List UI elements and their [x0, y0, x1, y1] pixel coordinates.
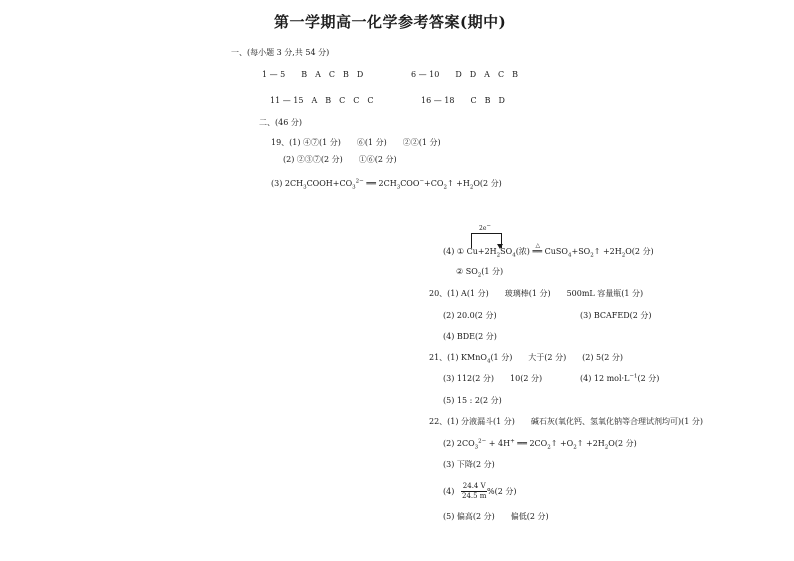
q19-line5: ② $SO_2(1$ 分): [456, 267, 504, 279]
answers-11-15: 11 — 15 A B C C C: [270, 96, 374, 105]
q21-line2-left: (3) 112(2 分) 10(2 分): [443, 374, 543, 383]
q22-line3: (3) 下降(2 分): [443, 460, 495, 469]
q22-line2: (2) $2CO_3^{2-} + 4H^+$ ══ $2CO_2↑$ $+O_2↑ +2H_2O(2$ 分): [443, 438, 637, 451]
electron-transfer-label: 2e−: [479, 223, 491, 232]
q22-line5: (5) 偏高(2 分) 偏低(2 分): [443, 512, 549, 521]
q22-line4-suffix: %(2 分): [487, 487, 517, 496]
q21-line1: 21、(1) KMnO$_4$(1 分) 大于(2 分) (2) 5(2 分): [429, 353, 624, 365]
q19-line2: (2) ②③⑦(2 分) ①⑥(2 分): [283, 155, 397, 164]
q21-line2-right: (4) 12 $mol\cdot L^{-1}(2$ 分): [580, 373, 660, 383]
q20-line3: (4) BDE(2 分): [443, 332, 497, 341]
q22-line4-prefix: (4): [443, 487, 455, 496]
q20-line2-right: (3) BCAFED(2 分): [580, 311, 652, 320]
heat-symbol: △: [535, 242, 541, 249]
fraction-denominator: 24.5 m: [462, 492, 487, 500]
q20-line1: 20、(1) A(1 分) 玻璃棒(1 分) 500mL 容量瓶(1 分): [429, 289, 644, 298]
q19-line3: (3) $2CH_3COOH+CO_3^{2-}$ ══ $2CH_3COO^-+CO_2↑ +H_2O(2$ 分): [271, 178, 502, 191]
q21-line3: (5) 15 : 2(2 分): [443, 396, 502, 405]
answers-16-18: 16 — 18 C B D: [421, 96, 505, 105]
fraction-numerator: 24.4 V: [462, 482, 486, 490]
answers-6-10: 6 — 10 D D A C B: [411, 70, 518, 79]
section2-heading: 二、(46 分): [259, 118, 302, 127]
section1-heading: 一、(每小题 3 分,共 54 分): [231, 48, 330, 57]
page-title: 第一学期高一化学参考答案(期中): [274, 13, 507, 31]
answers-1-5: 1 — 5 B A C B D: [262, 70, 364, 79]
q19-line1: 19、(1) ④⑦(1 分) ⑥(1 分) ②②(1 分): [271, 138, 441, 147]
q22-line1: 22、(1) 分液漏斗(1 分) 碱石灰(氧化钙、氢氧化钠等合理试剂均可)(1 分): [429, 417, 704, 426]
q19-line4: (4) ① $Cu+2H_2SO_4$(浓) △ ══ $CuSO_4+SO_2↑ +2H_2O(2$ 分): [443, 242, 654, 259]
q22-fraction: [461, 482, 487, 501]
q20-line2-left: (2) 20.0(2 分): [443, 311, 497, 320]
